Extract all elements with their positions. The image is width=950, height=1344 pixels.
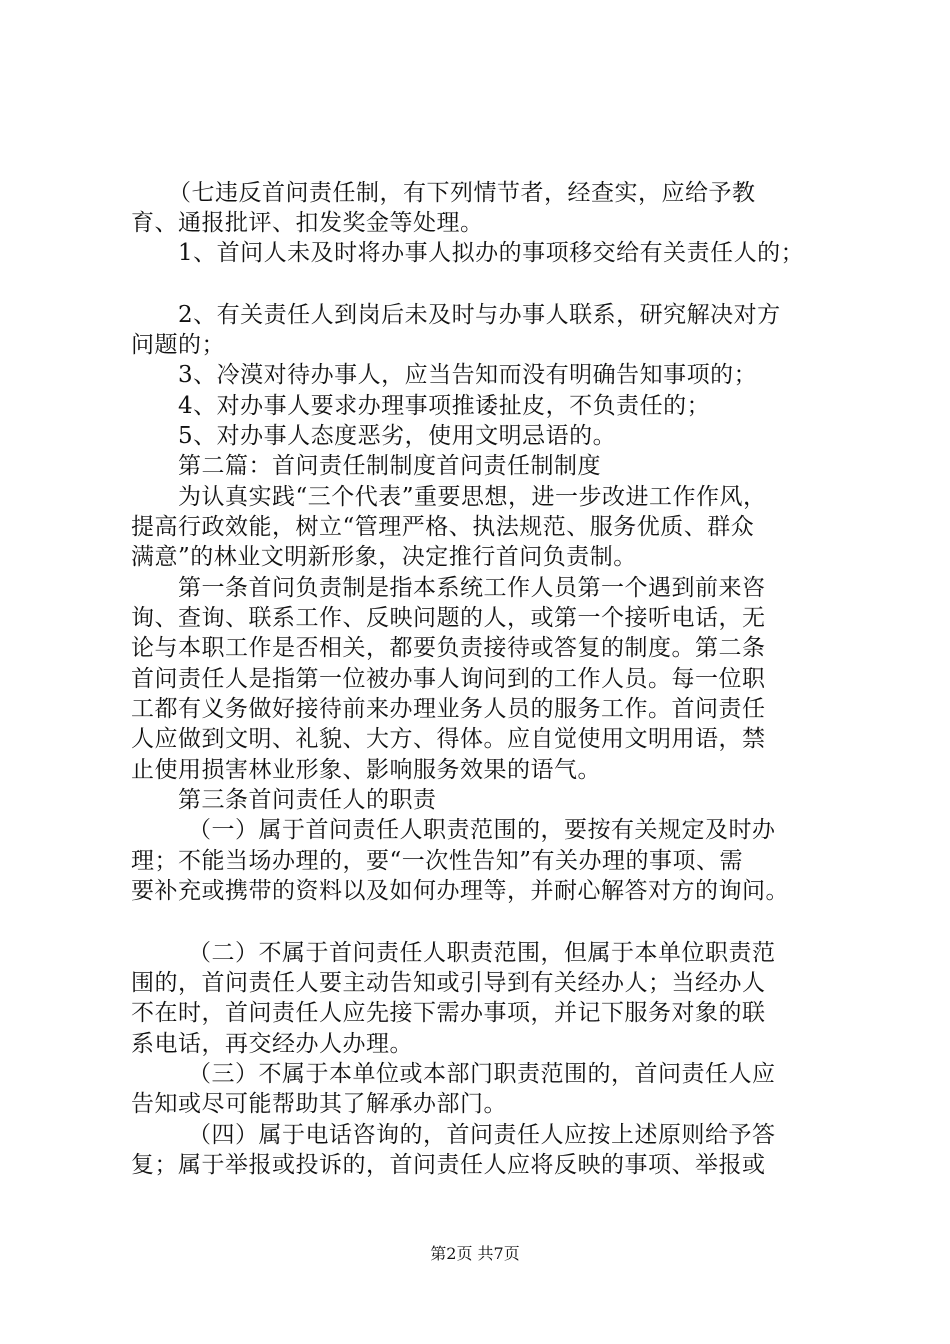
text-line: 提高行政效能，树立“管理严格、执法规范、服务优质、群众 bbox=[131, 514, 755, 540]
text-line: 告知或尽可能帮助其了解承办部门。 bbox=[131, 1091, 507, 1117]
text-line: 工都有义务做好接待前来办理业务人员的服务工作。首问责任 bbox=[131, 696, 766, 722]
text-line: 1、首问人未及时将办事人拟办的事项移交给有关责任人的； bbox=[178, 240, 805, 266]
text-line: 不在时，首问责任人应先接下需办事项，并记下服务对象的联 bbox=[131, 1000, 766, 1026]
text-line: （三）不属于本单位或本部门职责范围的，首问责任人应 bbox=[188, 1061, 776, 1087]
text-line: 第三条首问责任人的职责 bbox=[178, 787, 437, 813]
text-line: 问题的； bbox=[131, 332, 225, 358]
text-line: （一）属于首问责任人职责范围的，要按有关规定及时办 bbox=[188, 817, 776, 843]
section-heading: 第二篇：首问责任制制度首问责任制制度 bbox=[178, 453, 601, 479]
text-line: 2、有关责任人到岗后未及时与办事人联系，研究解决对方 bbox=[178, 302, 781, 328]
text-line: （二）不属于首问责任人职责范围，但属于本单位职责范 bbox=[188, 940, 776, 966]
text-line: 满意”的林业文明新形象，决定推行首问负责制。 bbox=[131, 544, 637, 570]
text-line: 理；不能当场办理的，要“一次性告知”有关办理的事项、需 bbox=[131, 848, 744, 874]
text-line: 第一条首问负责制是指本系统工作人员第一个遇到前来咨 bbox=[178, 575, 766, 601]
text-line: 询、查询、联系工作、反映问题的人，或第一个接听电话，无 bbox=[131, 605, 766, 631]
text-line: 5、对办事人态度恶劣，使用文明忌语的。 bbox=[178, 423, 617, 449]
text-line: （七违反首问责任制，有下列情节者，经查实，应给予教 bbox=[168, 180, 756, 206]
text-line: 复；属于举报或投诉的，首问责任人应将反映的事项、举报或 bbox=[131, 1152, 766, 1178]
text-line: 止使用损害林业形象、影响服务效果的语气。 bbox=[131, 757, 601, 783]
text-line: 围的，首问责任人要主动告知或引导到有关经办人；当经办人 bbox=[131, 970, 766, 996]
text-line: 为认真实践“三个代表”重要思想，进一步改进工作作风， bbox=[178, 484, 767, 510]
text-line: 系电话，再交经办人办理。 bbox=[131, 1031, 413, 1057]
text-line: 3、冷漠对待办事人，应当告知而没有明确告知事项的； bbox=[178, 362, 758, 388]
text-line: 育、通报批评、扣发奖金等处理。 bbox=[131, 210, 484, 236]
page-number-footer: 第2页 共7页 bbox=[430, 1244, 520, 1263]
text-line: 论与本职工作是否相关，都要负责接待或答复的制度。第二条 bbox=[131, 635, 766, 661]
text-line: 4、对办事人要求办理事项推诿扯皮，不负责任的； bbox=[178, 393, 711, 419]
text-line: 要补充或携带的资料以及如何办理等，并耐心解答对方的询问。 bbox=[131, 878, 789, 904]
text-line: （四）属于电话咨询的，首问责任人应按上述原则给予答 bbox=[188, 1122, 776, 1148]
text-line: 首问责任人是指第一位被办事人询问到的工作人员。每一位职 bbox=[131, 666, 766, 692]
text-line: 人应做到文明、礼貌、大方、得体。应自觉使用文明用语，禁 bbox=[131, 726, 766, 752]
